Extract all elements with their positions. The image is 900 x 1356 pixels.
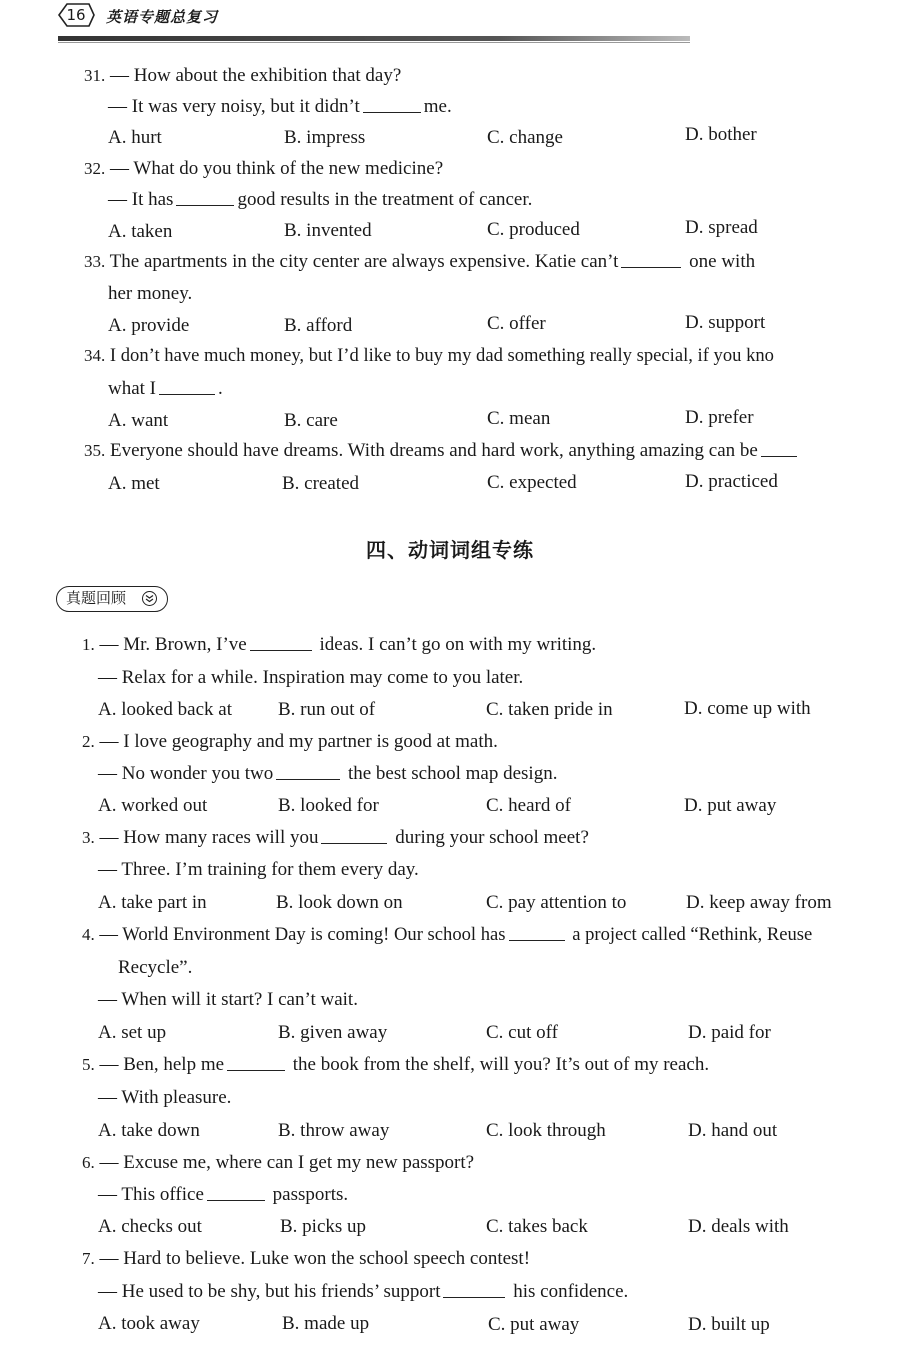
question-number: 3. — [82, 828, 95, 847]
question-line-tail: the best school map design. — [347, 763, 558, 784]
question-line-tail: passports. — [272, 1184, 349, 1205]
option-b: B. throw away — [278, 1120, 390, 1141]
question-line-tail: me. — [423, 96, 452, 117]
option-c: C. put away — [488, 1314, 580, 1335]
question-number: 4. — [82, 925, 95, 944]
option-a: A. checks out — [98, 1216, 202, 1237]
page-number: 16 — [66, 6, 86, 24]
option-a: A. hurt — [108, 127, 162, 148]
option-d: D. come up with — [684, 698, 811, 719]
question-line: — Hard to believe. Luke won the school speech contest! — [99, 1248, 531, 1269]
option-b: B. look down on — [276, 892, 403, 913]
section-title: 四、动词词组专练 — [366, 538, 534, 562]
option-b: B. created — [282, 473, 360, 494]
review-tag — [56, 586, 168, 612]
answer-blank — [207, 1184, 265, 1201]
option-b: B. afford — [284, 315, 353, 336]
option-b: B. impress — [284, 127, 366, 148]
answer-blank — [227, 1054, 285, 1071]
option-d: D. keep away from — [686, 892, 832, 913]
answer-blank — [509, 924, 565, 941]
question-line: — No wonder you two — [98, 763, 274, 784]
answer-blank — [621, 251, 681, 268]
option-b: B. care — [284, 410, 338, 431]
option-a: A. taken — [108, 221, 173, 242]
option-c: C. heard of — [486, 795, 571, 816]
question-line: — Relax for a while. Inspiration may come to you later. — [98, 667, 524, 688]
question-line: — Three. I’m training for them every day. — [98, 859, 419, 880]
question-line: — It has — [108, 189, 174, 210]
option-b: B. invented — [284, 220, 372, 241]
question-line: — How many races will you — [99, 827, 319, 848]
question-line-tail: his confidence. — [513, 1281, 629, 1302]
answer-blank — [363, 96, 421, 113]
question-line: — Mr. Brown, I’ve — [99, 634, 247, 655]
question-line: — How about the exhibition that day? — [110, 65, 402, 86]
question-number: 32. — [84, 159, 106, 178]
answer-blank — [761, 440, 797, 457]
option-a: A. took away — [98, 1313, 200, 1334]
option-c: C. taken pride in — [486, 699, 613, 720]
double-chevron-down-icon — [142, 591, 157, 606]
question-line: what I — [108, 378, 157, 399]
option-a: A. set up — [98, 1022, 167, 1043]
option-b: B. made up — [282, 1313, 370, 1334]
option-b: B. given away — [278, 1022, 388, 1043]
question-line-tail: good results in the treatment of cancer. — [237, 189, 533, 210]
answer-blank — [443, 1281, 505, 1298]
question-line: — This office — [98, 1184, 204, 1205]
header-rule — [58, 34, 690, 42]
question-line: Recycle”. — [118, 957, 193, 978]
question-number: 6. — [82, 1153, 95, 1172]
answer-blank — [159, 378, 215, 395]
option-c: C. change — [487, 127, 563, 148]
question-line-tail: one with — [689, 251, 756, 272]
option-c: C. mean — [487, 408, 551, 429]
option-c: C. look through — [486, 1120, 606, 1141]
question-line-tail: a project called “Rethink, Reuse — [572, 924, 813, 945]
question-line-tail: ideas. I can’t go on with my writing. — [319, 634, 597, 655]
option-d: D. hand out — [688, 1120, 778, 1141]
option-d: D. practiced — [685, 471, 778, 492]
question-line: her money. — [108, 283, 193, 304]
question-number: 34. — [84, 346, 106, 365]
question-line-tail: . — [218, 378, 223, 399]
question-line: — I love geography and my partner is good at math. — [99, 731, 498, 752]
question-line: — With pleasure. — [98, 1087, 232, 1108]
option-a: A. take part in — [98, 892, 207, 913]
question-number: 2. — [82, 732, 95, 751]
option-a: A. want — [108, 410, 169, 431]
option-d: D. put away — [684, 795, 777, 816]
option-a: A. take down — [98, 1120, 200, 1141]
question-line: — Ben, help me — [99, 1054, 225, 1075]
option-c: C. pay attention to — [486, 892, 627, 913]
option-c: C. produced — [487, 219, 580, 240]
option-d: D. paid for — [688, 1022, 771, 1043]
question-line: The apartments in the city center are always expensive. Katie can’t — [109, 251, 619, 272]
option-d: D. bother — [685, 124, 757, 145]
book-title: 英语专题总复习 — [106, 8, 219, 26]
question-line: Everyone should have dreams. With dreams and hard work, anything amazing can be — [110, 440, 758, 461]
option-d: D. prefer — [685, 407, 754, 428]
option-a: A. looked back at — [98, 699, 233, 720]
question-line: — Excuse me, where can I get my new passport? — [99, 1152, 475, 1173]
question-number: 7. — [82, 1249, 95, 1268]
option-d: D. deals with — [688, 1216, 789, 1237]
page-number-badge — [56, 2, 96, 28]
answer-blank — [321, 827, 387, 844]
answer-blank — [176, 189, 234, 206]
question-line: — World Environment Day is coming! Our school has — [99, 924, 506, 945]
question-line: — What do you think of the new medicine? — [110, 158, 444, 179]
option-b: B. looked for — [278, 795, 379, 816]
question-line-tail: the book from the shelf, will you? It’s out of my reach. — [292, 1054, 710, 1075]
option-c: C. takes back — [486, 1216, 588, 1237]
option-d: D. spread — [685, 217, 758, 238]
question-number: 1. — [82, 635, 95, 654]
question-number: 31. — [84, 66, 106, 85]
option-c: C. expected — [487, 472, 577, 493]
option-b: B. run out of — [278, 699, 376, 720]
option-a: A. met — [108, 473, 160, 494]
option-d: D. built up — [688, 1314, 770, 1335]
option-d: D. support — [685, 312, 766, 333]
option-c: C. cut off — [486, 1022, 558, 1043]
option-a: A. worked out — [98, 795, 208, 816]
answer-blank — [250, 634, 312, 651]
review-tag-label: 真题回顾 — [66, 589, 127, 607]
question-number: 5. — [82, 1055, 95, 1074]
option-a: A. provide — [108, 315, 190, 336]
question-line: I don’t have much money, but I’d like to buy my dad something really special, if you kno — [109, 345, 774, 366]
option-b: B. picks up — [280, 1216, 367, 1237]
question-number: 33. — [84, 252, 106, 271]
question-line: — He used to be shy, but his friends’ support — [98, 1281, 441, 1302]
option-c: C. offer — [487, 313, 546, 334]
answer-blank — [276, 763, 340, 780]
page-header — [0, 0, 900, 48]
question-number: 35. — [84, 441, 106, 460]
question-line-tail: during your school meet? — [395, 827, 589, 848]
question-line: — It was very noisy, but it didn’t — [108, 96, 360, 117]
question-line: — When will it start? I can’t wait. — [98, 989, 358, 1010]
